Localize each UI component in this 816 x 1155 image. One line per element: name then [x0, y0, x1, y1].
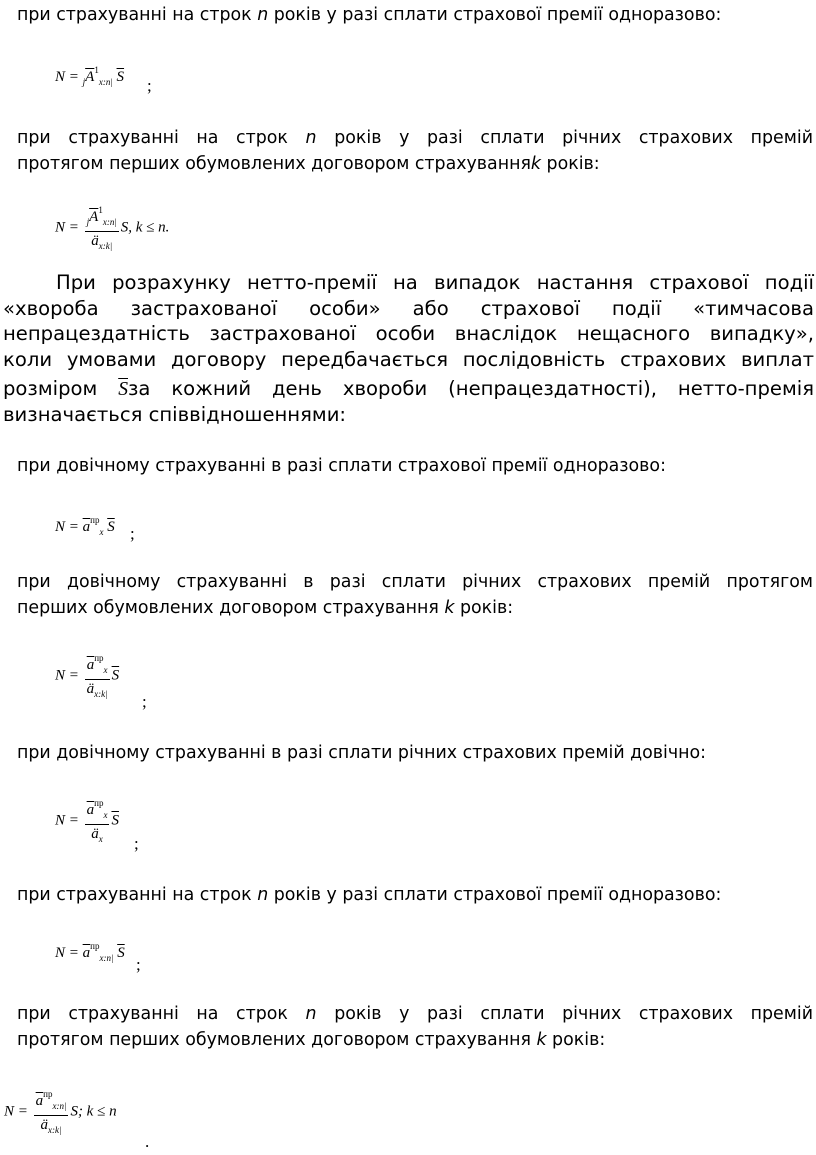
formula-symbol: $\overline{a}$	[82, 945, 91, 961]
fraction-numerator	[34, 1086, 69, 1114]
fraction-denominator	[89, 826, 105, 847]
formula-sub: x:n|	[99, 953, 114, 963]
text: років у разі сплати річних страхових премій	[316, 1004, 814, 1024]
formula-prefix: j	[82, 77, 86, 87]
paragraph-term-annual-2-line1	[17, 1002, 813, 1027]
formula-fraction	[34, 1086, 69, 1138]
variable-n: n	[305, 1004, 317, 1024]
paragraph-life-annual-line2	[17, 596, 513, 621]
fraction-bar	[85, 824, 110, 825]
text: років у разі сплати страхової премії одноразово:	[268, 5, 722, 25]
denominator-symbol: ä	[40, 1117, 49, 1133]
formula-sup: 1	[94, 65, 99, 75]
paragraph-illness-line3: непрацездатність застрахованої особи внаслідок нещасного випадку»,	[3, 322, 814, 345]
text: при страхуванні на строк	[17, 1004, 306, 1024]
fraction-bar	[85, 231, 119, 232]
text: при страхуванні на строк	[17, 128, 306, 148]
paragraph-illness-line5	[3, 376, 814, 403]
denominator-symbol: ä	[86, 681, 95, 697]
numerator-symbol: $\overline{a}$	[86, 802, 95, 818]
denominator-symbol: ä	[91, 826, 99, 842]
numerator-symbol: $\overline{a}$	[35, 1093, 44, 1109]
formula-lhs: N =	[4, 1103, 32, 1120]
paragraph-term-annual-line2	[17, 152, 600, 177]
fraction-numerator	[85, 795, 110, 823]
formula-rhs: $\overline{S}$	[111, 812, 119, 829]
variable-n: n	[257, 885, 269, 905]
formula-lhs: N =	[55, 667, 83, 684]
text: років у разі сплати річних страхових премій	[316, 128, 814, 148]
text: за кожний день хвороби (непрацездатності), нетто-премія	[128, 377, 814, 400]
numerator-symbol: $\overline{a}$	[86, 657, 95, 673]
paragraph-term-single-premium	[17, 3, 721, 28]
text: років:	[546, 1030, 606, 1050]
formula-lhs: N =	[55, 812, 83, 829]
paragraph-term-annual-line1	[17, 126, 813, 151]
numerator-symbol: $\overline{A}$	[89, 209, 99, 225]
fraction-numerator	[85, 650, 110, 678]
formula-symbol: $\overline{a}$	[82, 519, 91, 535]
formula-semicolon: ;	[130, 524, 135, 543]
text: протягом перших обумовлених договором страхування	[17, 1030, 537, 1050]
numerator-sup: 1	[98, 205, 103, 215]
denominator-sub: x:k|	[48, 1125, 62, 1135]
formula-lhs: N =	[55, 219, 83, 236]
text: років:	[454, 598, 514, 618]
paragraph-life-annual-lifetime: при довічному страхуванні в разі сплати річних страхових премій довічно:	[17, 743, 707, 763]
fraction-bar	[85, 679, 110, 680]
text: при страхуванні на строк	[17, 885, 258, 905]
formula-7	[4, 1086, 117, 1138]
numerator-sup: пр	[94, 798, 104, 808]
numerator-sub: x:n|	[102, 217, 117, 227]
fraction-bar	[34, 1115, 69, 1116]
formula-1	[55, 62, 124, 90]
numerator-sup: пр	[94, 653, 104, 663]
formula-4	[55, 650, 119, 702]
paragraph-illness-line1: При розрахунку нетто-премії на випадок настання страхової події	[56, 271, 814, 294]
formula-sub: x	[99, 527, 104, 537]
formula-fraction	[85, 795, 110, 847]
variable-k: k	[536, 1030, 547, 1050]
paragraph-term-single-premium-2	[17, 883, 721, 908]
paragraph-illness-line4: коли умовами договору передбачається послідовність страхових виплат	[3, 348, 814, 371]
formula-semicolon: ;	[142, 692, 147, 711]
formula-fraction	[85, 650, 110, 702]
formula-symbol: $\overline{A}$	[85, 69, 95, 85]
formula-lhs: N =	[55, 519, 83, 535]
formula-rhs: $\overline{S}$	[107, 519, 115, 535]
text: протягом перших обумовлених договором страхування	[17, 154, 531, 174]
text: перших обумовлених договором страхування	[17, 598, 445, 618]
formula-rhs: S, k ≤ n.	[120, 219, 170, 236]
formula-semicolon: ;	[134, 834, 139, 853]
formula-lhs: N =	[55, 945, 83, 961]
formula-rhs: $\overline{S}$	[117, 945, 125, 961]
formula-sup: пр	[90, 515, 100, 525]
denominator-sub: x:k|	[94, 689, 108, 699]
variable-k: k	[530, 154, 541, 174]
formula-semicolon: ;	[147, 76, 152, 95]
fraction-denominator	[89, 233, 114, 254]
formula-sup: пр	[90, 941, 100, 951]
formula-prefix: j	[86, 217, 90, 227]
text: розміром	[3, 377, 119, 400]
numerator-sub: x	[103, 810, 108, 820]
fraction-numerator	[85, 202, 119, 230]
denominator-sub: x	[98, 834, 103, 844]
numerator-sub: x:n|	[52, 1101, 67, 1111]
formula-6	[55, 938, 125, 966]
variable-s: $\overline{S}$	[118, 379, 128, 400]
variable-k: k	[444, 598, 455, 618]
denominator-sub: x:k|	[98, 241, 113, 251]
formula-5	[55, 795, 119, 847]
variable-n: n	[305, 128, 317, 148]
paragraph-illness-line2: «хвороба застрахованої особи» або страхової події «тимчасова	[3, 297, 814, 320]
formula-rhs: $\overline{S}$	[116, 69, 125, 85]
formula-2	[55, 202, 169, 254]
fraction-denominator	[39, 1117, 64, 1138]
formula-semicolon: ;	[136, 955, 141, 974]
numerator-sub: x	[103, 665, 108, 675]
denominator-symbol: ä	[91, 233, 99, 249]
text: при страхуванні на строк	[17, 5, 258, 25]
paragraph-life-single-premium: при довічному страхуванні в разі сплати страхової премії одноразово:	[17, 456, 666, 476]
paragraph-illness-line6: визначається співвідношеннями:	[3, 403, 347, 426]
formula-fraction	[85, 202, 119, 254]
formula-rhs: S; k ≤ n	[70, 1103, 117, 1120]
formula-rhs: $\overline{S}$	[111, 667, 120, 684]
variable-n: n	[257, 5, 269, 25]
paragraph-term-annual-2-line2	[17, 1028, 605, 1053]
formula-period: .	[145, 1132, 150, 1151]
formula-sub: x:n|	[98, 77, 113, 87]
formula-3	[55, 512, 115, 540]
text: років:	[541, 154, 600, 174]
formula-lhs: N =	[55, 69, 83, 85]
text: років у разі сплати страхової премії одноразово:	[268, 885, 722, 905]
numerator-sup: пр	[43, 1089, 53, 1099]
paragraph-life-annual-line1: при довічному страхуванні в разі сплати річних страхових премій протягом	[17, 572, 813, 592]
fraction-denominator	[85, 681, 110, 702]
